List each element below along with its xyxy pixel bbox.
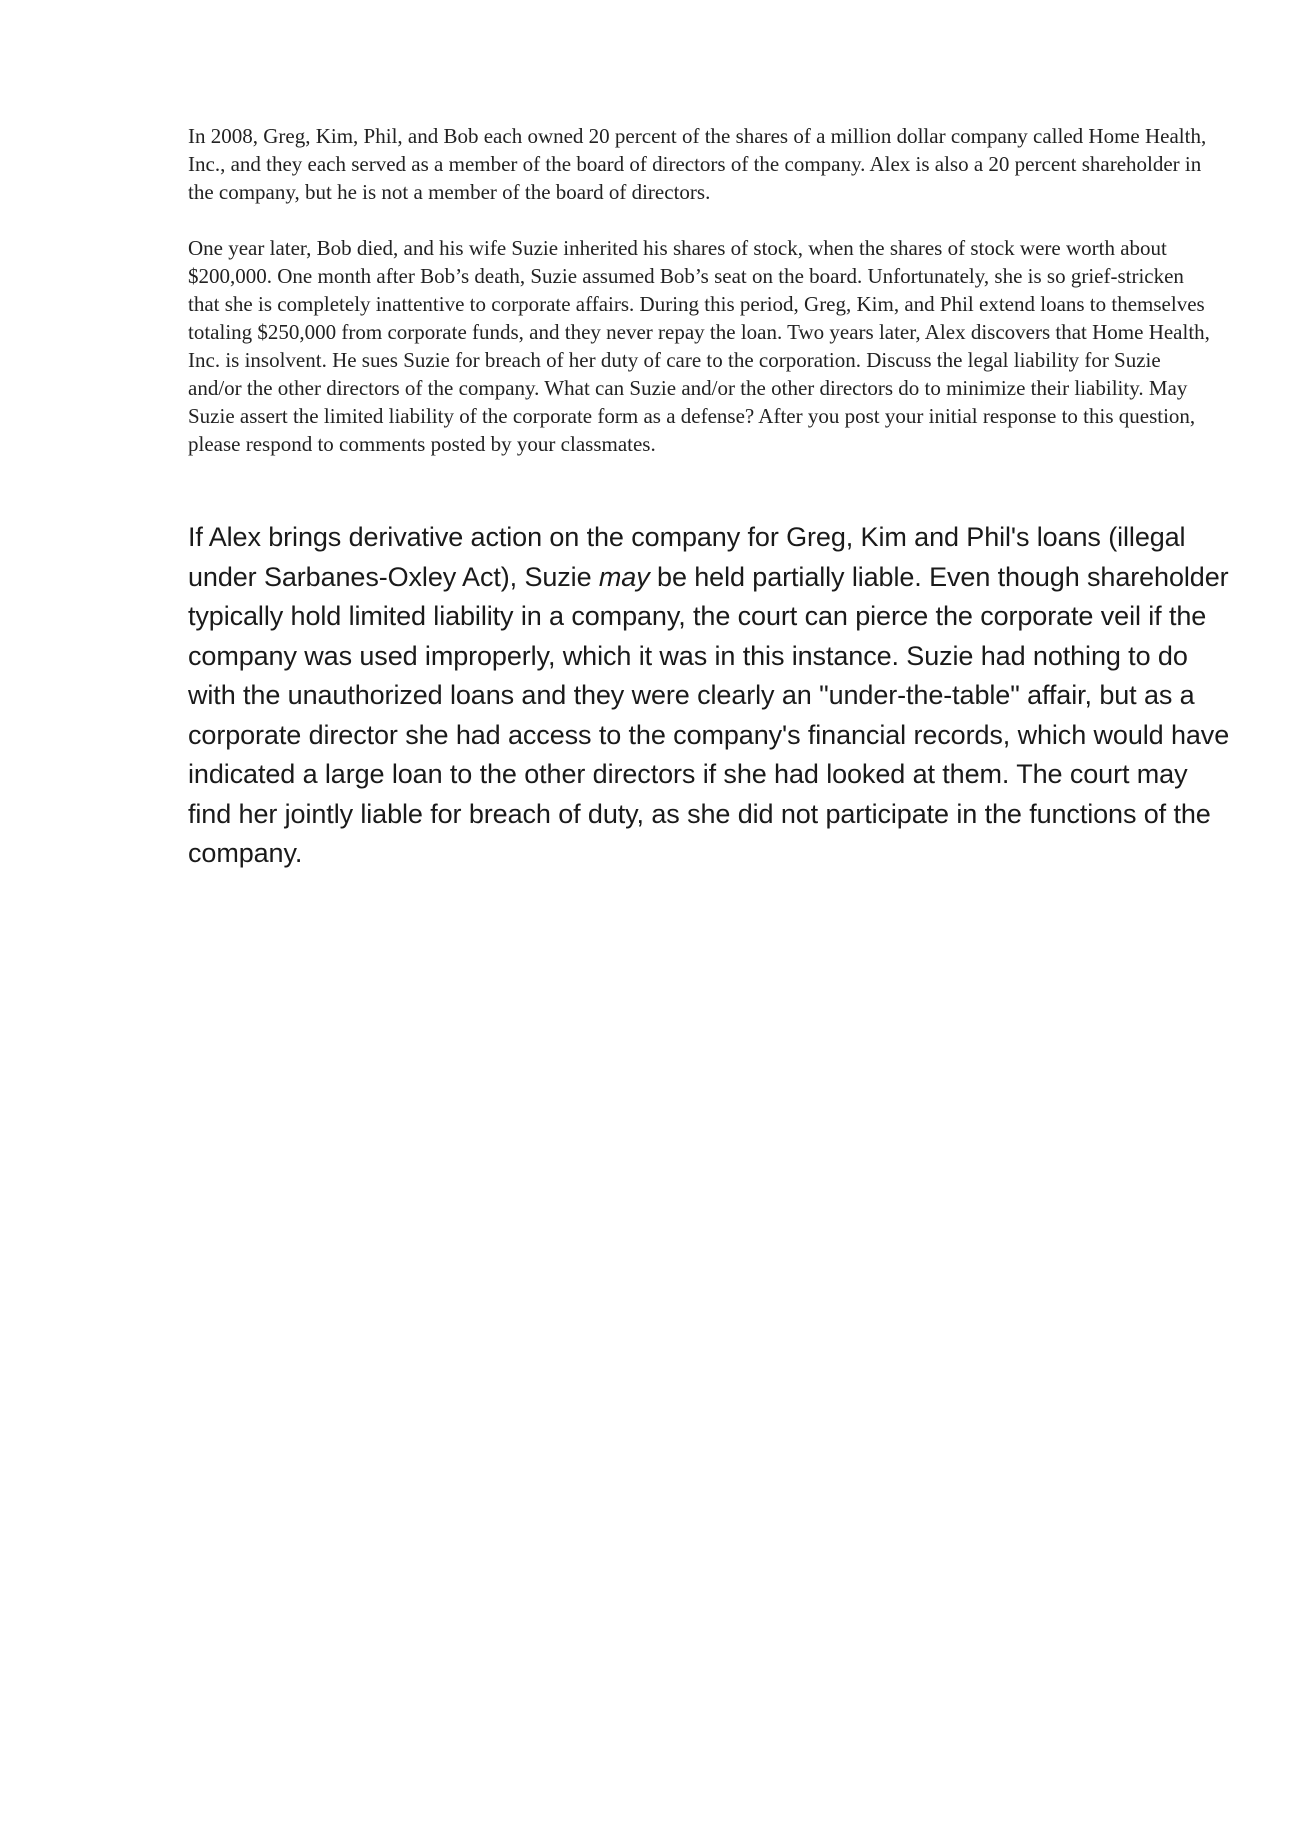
question-prompt bbox=[188, 122, 1218, 458]
response-italic-word: may bbox=[598, 561, 650, 592]
response-text-start: If Alex brings derivative action on the company for Greg, Kim and Phil's loans (illegal under Sarbanes-Oxley Act), Suzie bbox=[188, 522, 1186, 592]
response-paragraph bbox=[188, 518, 1238, 874]
student-response bbox=[188, 518, 1238, 874]
prompt-paragraph-1: In 2008, Greg, Kim, Phil, and Bob each owned 20 percent of the shares of a million dollar company called Home Health, Inc., and they each served as a member of the board of directors of the company. Alex is also a 20 percent shareholder in the company, but he is not a member of the board of directors. bbox=[188, 124, 1207, 204]
response-text-end: be held partially liable. Even though shareholder typically hold limited liability in a company, the court can pierce the corporate veil if the company was used improperly, which it was in this instance. Suzie had nothing to do with the unauthorized loans and they were clearly an "under-the-table" affair, but as a corporate director she had access to the company's financial records, which would have indicated a large loan to the other directors if she had looked at them. The court may find her jointly liable for breach of duty, as she did not participate in the functions of the company. bbox=[188, 561, 1230, 868]
prompt-paragraph-2: One year later, Bob died, and his wife Suzie inherited his shares of stock, when the shares of stock were worth about $200,000. One month after Bob’s death, Suzie assumed Bob’s seat on the board. Unfortunately, she is so grief-stricken that she is completely inattentive to corporate affairs. During this period, Greg, Kim, and Phil extend loans to themselves totaling $250,000 from corporate funds, and they never repay the loan. Two years later, Alex discovers that Home Health, Inc. is insolvent. He sues Suzie for breach of her duty of care to the corporation. Discuss the legal liability for Suzie and/or the other directors of the company. What can Suzie and/or the other directors do to minimize their liability. May Suzie assert the limited liability of the corporate form as a defense? After you post your initial response to this question, please respond to comments posted by your classmates. bbox=[188, 236, 1210, 456]
